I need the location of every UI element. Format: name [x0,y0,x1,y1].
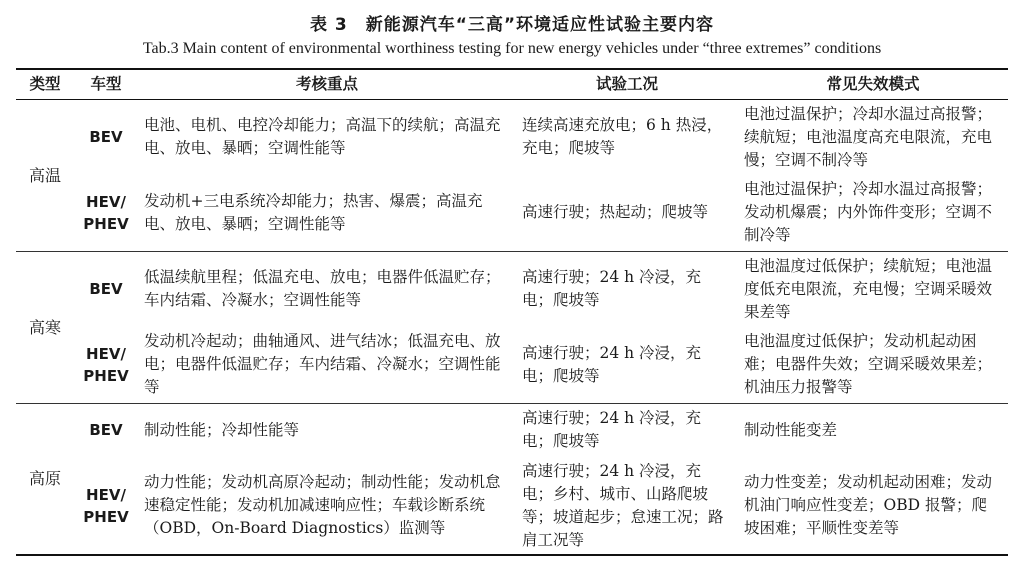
focus-cell: 发动机冷起动；曲轴通风、进气结冰；低温充电、放电；电器件低温贮存；车内结霜、冷凝水；空调性能等 [138,327,516,403]
focus-cell: 动力性能；发动机高原冷起动；制动性能；发动机怠速稳定性能；发动机加减速响应性；车载诊断系统（OBD，On-Board Diagnostics）监测等 [138,457,516,555]
category-cell: 高原 [16,403,74,555]
table-row [16,457,1008,555]
table-row [16,175,1008,251]
header-focus: 考核重点 [138,69,516,99]
header-model: 车型 [74,69,138,99]
conditions-cell: 高速行驶；24 h 冷浸，充电；爬坡等 [522,268,702,310]
table-caption [0,0,1024,60]
focus-cell: 制动性能；冷却性能等 [144,420,300,439]
table-row [16,403,1008,457]
conditions-cell: 高速行驶；24 h 冷浸，充电；乡村、城市、山路爬坡等；坡道起步；怠速工况；路肩工况等 [516,457,738,555]
failures-cell: 电池温度过低保护；续航短；电池温度低充电限流，充电慢；空调采暖效果差等 [744,256,993,321]
header-type: 类型 [16,69,74,99]
vehicle-test-table [16,68,1008,556]
conditions-cell: 高速行驶；24 h 冷浸，充电；爬坡等 [516,327,738,403]
focus-cell: 电池、电机、电控冷却能力；高温下的续航；高温充电、放电、暴晒；空调性能等 [144,116,501,158]
header-conditions: 试验工况 [516,69,738,99]
table-row [16,327,1008,403]
failures-cell: 电池过温保护；冷却水温过高报警；续航短；电池温度高充电限流，充电慢；空调不制冷等 [744,104,993,169]
table-row [16,99,1008,175]
failures-cell: 动力性变差；发动机起动困难；发动机油门响应性变差；OBD 报警；爬坡困难；平顺性变差等 [738,457,1008,555]
model-cell: BEV [89,280,123,299]
model-cell: BEV [89,421,123,440]
category-cell: 高寒 [16,251,74,403]
failures-cell: 电池温度过低保护；发动机起动困难；电器件失效；空调采暖效果差；机油压力报警等 [738,327,1008,403]
conditions-cell: 连续高速充放电；6 h 热浸，充电；爬坡等 [522,116,723,158]
header-failures: 常见失效模式 [738,69,1008,99]
caption-english: Tab.3 Main content of environmental worthiness testing for new energy vehicles under “three extremes” conditions [142,40,882,57]
model-cell: HEV/ PHEV [74,327,138,403]
table-row [16,251,1008,327]
model-cell: HEV/ PHEV [74,175,138,251]
failures-cell: 制动性能变差 [744,420,838,439]
conditions-cell: 高速行驶；24 h 冷浸，充电；爬坡等 [522,409,702,451]
focus-cell: 低温续航里程；低温充电、放电；电器件低温贮存；车内结霜、冷凝水；空调性能等 [144,268,501,310]
failures-cell: 电池过温保护；冷却水温过高报警；发动机爆震；内外饰件变形；空调不制冷等 [738,175,1008,251]
table-header-row [16,69,1008,99]
focus-cell: 发动机+三电系统冷却能力；热害、爆震；高温充电、放电、暴晒；空调性能等 [138,175,516,251]
category-cell: 高温 [16,99,74,251]
caption-chinese: 表 3 新能源汽车“三高”环境适应性试验主要内容 [309,15,715,35]
model-cell: BEV [89,128,123,147]
conditions-cell: 高速行驶；热起动；爬坡等 [516,175,738,251]
model-cell: HEV/ PHEV [74,457,138,555]
